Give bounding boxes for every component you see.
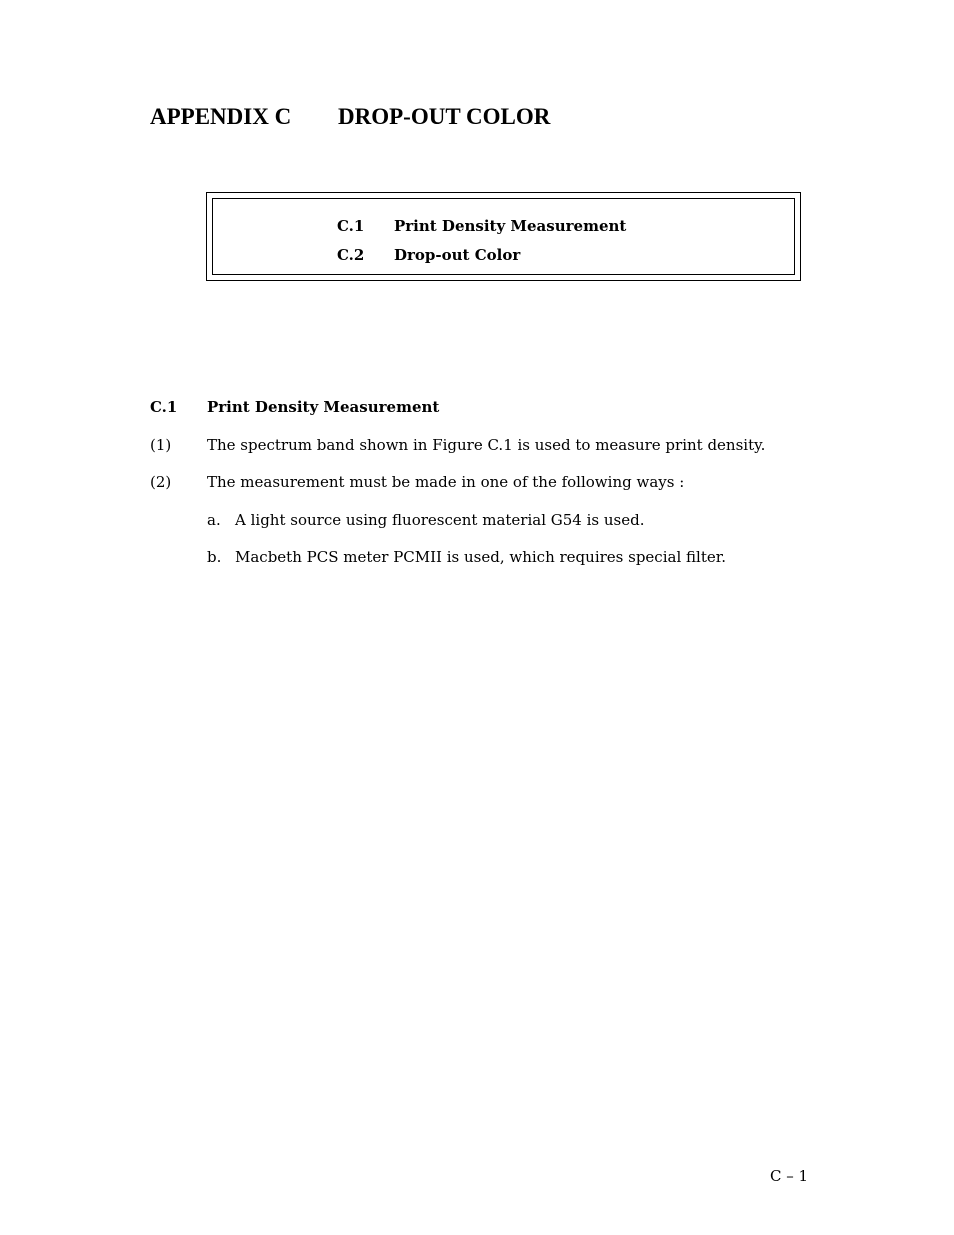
contents-box-inner [212,198,795,275]
list-item-text: The measurement must be made in one of the following ways : [207,473,685,491]
toc-entry [337,216,626,236]
appendix-title: DROP-OUT COLOR [338,104,551,129]
sub-list-item-text: Macbeth PCS meter PCMII is used, which requires special filter. [235,548,727,566]
sub-list-item-marker: a. [207,511,221,529]
contents-box [206,192,801,281]
sub-list-item [207,547,726,567]
toc-entry-number: C.1 [337,217,365,235]
section-title: Print Density Measurement [207,398,440,416]
sub-list-item-marker: b. [207,548,222,566]
section-number: C.1 [150,398,178,416]
list-item [150,435,765,455]
list-item-text: The spectrum band shown in Figure C.1 is used to measure print density. [207,436,766,454]
list-item [150,472,684,492]
appendix-label: APPENDIX C [150,104,292,129]
toc-entry-title: Drop-out Color [394,246,521,264]
page-number: C – 1 [770,1167,809,1185]
toc-entry-title: Print Density Measurement [394,217,627,235]
toc-entry-number: C.2 [337,246,365,264]
list-item-marker: (1) [150,436,172,454]
sub-list-item [207,510,644,530]
toc-entry [337,245,520,265]
list-item-marker: (2) [150,473,172,491]
appendix-heading [150,101,550,133]
sub-list-item-text: A light source using fluorescent material G54 is used. [235,511,645,529]
section-heading [150,397,439,417]
